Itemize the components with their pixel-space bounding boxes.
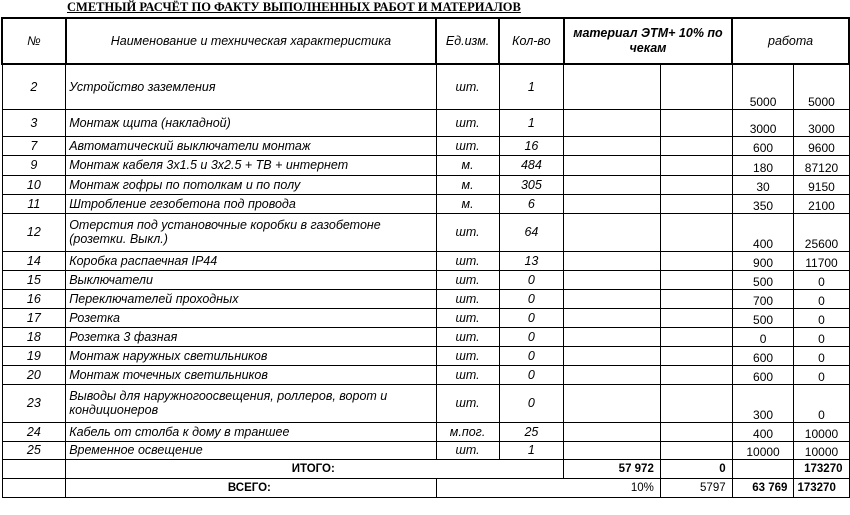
itogo-work-empty [732, 459, 794, 478]
row-work-price: 350 [732, 194, 794, 213]
row-material-sum [660, 109, 732, 136]
row-unit: шт. [436, 270, 499, 289]
row-material-cost [564, 289, 661, 308]
row-material-cost [564, 109, 661, 136]
row-work-price: 500 [732, 270, 794, 289]
row-number: 19 [2, 346, 66, 365]
row-quantity: 0 [499, 270, 564, 289]
header-row [2, 18, 849, 64]
row-material-cost [564, 346, 661, 365]
row-material-cost [564, 441, 661, 459]
row-name: Штробление гезобетона под провода [66, 194, 436, 213]
itogo-row [2, 459, 849, 478]
row-unit: шт. [436, 64, 499, 109]
header-num: № [2, 18, 66, 64]
estimate-table [1, 17, 850, 498]
row-quantity: 1 [499, 64, 564, 109]
row-name: Устройство заземления [66, 64, 436, 109]
itogo-material-extra: 0 [660, 459, 732, 478]
row-work-sum: 0 [794, 270, 849, 289]
row-material-sum [660, 365, 732, 384]
row-number: 17 [2, 308, 66, 327]
vsego-label: ВСЕГО: [66, 478, 436, 497]
row-work-sum: 10000 [794, 441, 849, 459]
row-number: 11 [2, 194, 66, 213]
row-work-price: 600 [732, 136, 794, 155]
row-work-sum: 87120 [794, 155, 849, 175]
row-material-cost [564, 194, 661, 213]
row-work-sum: 0 [794, 327, 849, 346]
row-number: 14 [2, 251, 66, 270]
row-material-sum [660, 194, 732, 213]
row-work-sum: 0 [794, 289, 849, 308]
table-row [2, 270, 849, 289]
row-work-sum: 0 [794, 365, 849, 384]
row-name: Отерстия под установочные коробки в газобетоне (розетки. Выкл.) [66, 213, 436, 251]
row-quantity: 0 [499, 384, 564, 422]
row-quantity: 64 [499, 213, 564, 251]
row-quantity: 0 [499, 308, 564, 327]
row-work-price: 600 [732, 365, 794, 384]
row-number: 9 [2, 155, 66, 175]
row-unit: шт. [436, 327, 499, 346]
row-name: Монтаж гофры по потолкам и по полу [66, 175, 436, 194]
row-name: Розетка 3 фазная [66, 327, 436, 346]
row-material-sum [660, 422, 732, 441]
row-work-price: 30 [732, 175, 794, 194]
row-quantity: 1 [499, 109, 564, 136]
row-quantity: 1 [499, 441, 564, 459]
itogo-material: 57 972 [564, 459, 661, 478]
row-material-sum [660, 136, 732, 155]
row-material-sum [660, 175, 732, 194]
header-unit: Ед.изм. [436, 18, 499, 64]
row-number: 15 [2, 270, 66, 289]
row-material-sum [660, 384, 732, 422]
row-name: Выключатели [66, 270, 436, 289]
row-work-sum: 9600 [794, 136, 849, 155]
vsego-percent: 10% [436, 478, 660, 497]
document-title: СМЕТНЫЙ РАСЧЁТ ПО ФАКТУ ВЫПОЛНЕННЫХ РАБОТ И МАТЕРИАЛОВ [67, 0, 521, 14]
table-row [2, 308, 849, 327]
row-material-sum [660, 327, 732, 346]
row-unit: шт. [436, 213, 499, 251]
row-number: 23 [2, 384, 66, 422]
row-name: Монтаж кабеля 3x1.5 и 3x2.5 + ТВ + интернет [66, 155, 436, 175]
row-unit: шт. [436, 308, 499, 327]
row-number: 24 [2, 422, 66, 441]
row-unit: м. [436, 175, 499, 194]
row-material-sum [660, 441, 732, 459]
row-material-cost [564, 213, 661, 251]
table-row [2, 422, 849, 441]
table-row [2, 194, 849, 213]
row-work-price: 700 [732, 289, 794, 308]
row-unit: м. [436, 194, 499, 213]
row-number: 3 [2, 109, 66, 136]
row-quantity: 305 [499, 175, 564, 194]
row-work-sum: 0 [794, 384, 849, 422]
header-work: работа [732, 18, 849, 64]
row-material-cost [564, 251, 661, 270]
row-quantity: 13 [499, 251, 564, 270]
row-unit: шт. [436, 365, 499, 384]
vsego-material-total: 63 769 [732, 478, 794, 497]
table-row [2, 441, 849, 459]
itogo-work-total: 173270 [794, 459, 849, 478]
row-material-cost [564, 155, 661, 175]
row-material-sum [660, 289, 732, 308]
header-name: Наименование и техническая характеристика [66, 18, 436, 64]
row-unit: шт. [436, 441, 499, 459]
row-name: Выводы для наружногоосвещения, роллеров, ворот и кондиционеров [66, 384, 436, 422]
table-row [2, 155, 849, 175]
row-material-cost [564, 64, 661, 109]
row-work-price: 400 [732, 213, 794, 251]
row-work-sum: 0 [794, 308, 849, 327]
table-row [2, 136, 849, 155]
row-number: 18 [2, 327, 66, 346]
row-work-price: 180 [732, 155, 794, 175]
row-quantity: 484 [499, 155, 564, 175]
row-quantity: 16 [499, 136, 564, 155]
row-unit: шт. [436, 251, 499, 270]
row-material-sum [660, 308, 732, 327]
row-quantity: 0 [499, 289, 564, 308]
row-work-sum: 2100 [794, 194, 849, 213]
row-work-price: 10000 [732, 441, 794, 459]
row-work-price: 3000 [732, 109, 794, 136]
row-quantity: 0 [499, 327, 564, 346]
row-material-cost [564, 308, 661, 327]
row-number: 2 [2, 64, 66, 109]
row-quantity: 6 [499, 194, 564, 213]
row-unit: шт. [436, 384, 499, 422]
row-name: Кабель от столба к дому в траншее [66, 422, 436, 441]
table-row [2, 64, 849, 109]
table-row [2, 327, 849, 346]
row-number: 25 [2, 441, 66, 459]
row-work-price: 900 [732, 251, 794, 270]
row-work-sum: 25600 [794, 213, 849, 251]
row-work-sum: 5000 [794, 64, 849, 109]
row-work-sum: 10000 [794, 422, 849, 441]
row-quantity: 0 [499, 365, 564, 384]
row-number: 16 [2, 289, 66, 308]
vsego-empty [2, 478, 66, 497]
row-name: Временное освещение [66, 441, 436, 459]
row-work-sum: 3000 [794, 109, 849, 136]
row-work-sum: 0 [794, 346, 849, 365]
row-unit: шт. [436, 109, 499, 136]
row-work-price: 400 [732, 422, 794, 441]
row-material-cost [564, 136, 661, 155]
row-work-sum: 11700 [794, 251, 849, 270]
table-row [2, 175, 849, 194]
row-work-price: 300 [732, 384, 794, 422]
vsego-work-total: 173270 [794, 478, 849, 497]
table-row [2, 251, 849, 270]
row-material-cost [564, 327, 661, 346]
row-name: Монтаж точечных светильников [66, 365, 436, 384]
row-material-cost [564, 270, 661, 289]
row-work-sum: 9150 [794, 175, 849, 194]
vsego-ten-percent: 5797 [660, 478, 732, 497]
table-row [2, 384, 849, 422]
row-unit: шт. [436, 289, 499, 308]
itogo-label: ИТОГО: [66, 459, 564, 478]
table-row [2, 213, 849, 251]
itogo-empty [2, 459, 66, 478]
row-unit: шт. [436, 136, 499, 155]
header-qty: Кол-во [499, 18, 564, 64]
row-material-sum [660, 64, 732, 109]
row-work-price: 0 [732, 327, 794, 346]
row-number: 20 [2, 365, 66, 384]
row-material-sum [660, 155, 732, 175]
row-number: 10 [2, 175, 66, 194]
row-name: Розетка [66, 308, 436, 327]
row-material-sum [660, 251, 732, 270]
row-name: Переключателей проходных [66, 289, 436, 308]
header-material: материал ЭТМ+ 10% по чекам [564, 18, 732, 64]
row-work-price: 500 [732, 308, 794, 327]
row-material-cost [564, 365, 661, 384]
table-row [2, 289, 849, 308]
row-material-cost [564, 422, 661, 441]
row-material-sum [660, 346, 732, 365]
row-work-price: 5000 [732, 64, 794, 109]
row-quantity: 25 [499, 422, 564, 441]
table-row [2, 346, 849, 365]
row-name: Автоматический выключатели монтаж [66, 136, 436, 155]
row-number: 12 [2, 213, 66, 251]
row-material-sum [660, 270, 732, 289]
row-name: Монтаж щита (накладной) [66, 109, 436, 136]
row-unit: шт. [436, 346, 499, 365]
row-work-price: 600 [732, 346, 794, 365]
row-number: 7 [2, 136, 66, 155]
row-unit: м. [436, 155, 499, 175]
row-unit: м.пог. [436, 422, 499, 441]
row-name: Коробка распаечная IP44 [66, 251, 436, 270]
table-row [2, 365, 849, 384]
vsego-row [2, 478, 849, 497]
table-row [2, 109, 849, 136]
row-material-sum [660, 213, 732, 251]
row-name: Монтаж наружных светильников [66, 346, 436, 365]
row-material-cost [564, 384, 661, 422]
row-material-cost [564, 175, 661, 194]
row-quantity: 0 [499, 346, 564, 365]
